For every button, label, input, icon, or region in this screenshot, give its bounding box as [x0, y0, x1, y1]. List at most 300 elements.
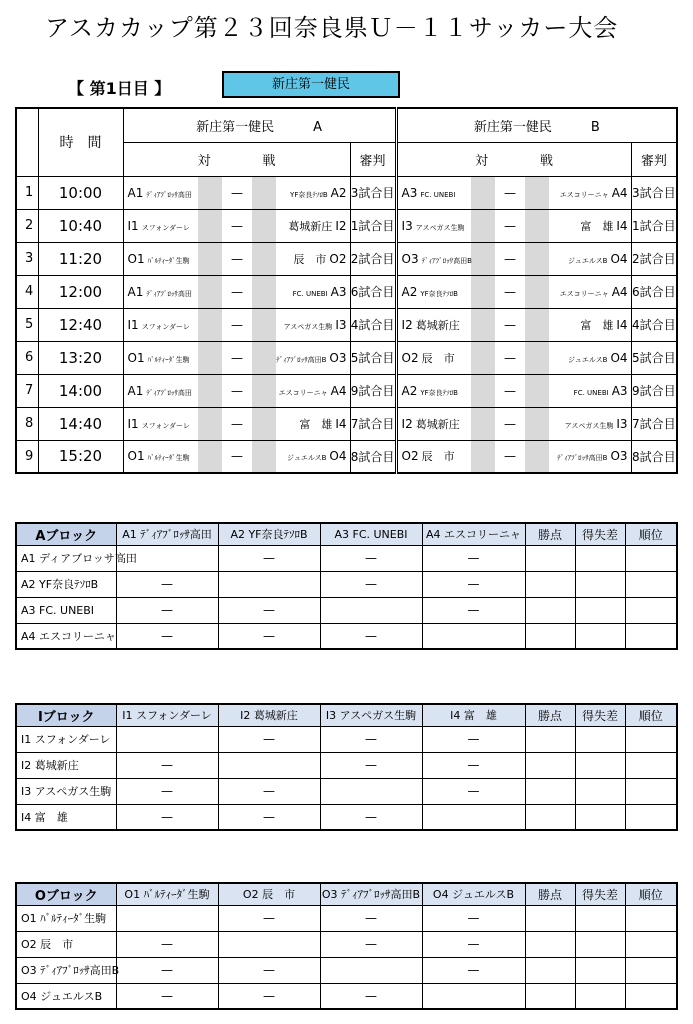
result-cell: — — [320, 545, 422, 571]
home-team-cell — [396, 440, 471, 473]
score-box-away — [252, 341, 276, 374]
corner-cell — [16, 108, 38, 176]
versus-dash: — — [222, 176, 252, 209]
score-box-away — [525, 176, 549, 209]
block-row — [16, 778, 677, 804]
block-row-team: O3 ﾃﾞｨｱﾌﾞﾛｯｻ高田B — [16, 957, 116, 983]
match-number: 5 — [16, 308, 38, 341]
stat-cell — [525, 571, 575, 597]
block-table-2 — [15, 703, 678, 831]
away-team-name: 辰 市 — [293, 252, 327, 266]
venue-label: 新庄第一健民 — [222, 71, 400, 98]
away-team-name: ジュエルスB — [286, 454, 327, 463]
block-table-3 — [15, 882, 678, 1010]
stat-cell — [575, 804, 625, 830]
away-team-cell — [549, 341, 631, 374]
result-cell: — — [116, 623, 218, 649]
home-team-code: I2 — [401, 416, 413, 431]
match-time: 10:40 — [38, 209, 123, 242]
home-team-name: 葛城新庄 — [415, 417, 460, 431]
away-team-name: ﾃﾞｨｱﾌﾞﾛｯｻ高田B — [557, 454, 608, 463]
block-row — [16, 752, 677, 778]
stat-cell — [575, 957, 625, 983]
result-cell: — — [218, 597, 320, 623]
away-team-name: ﾃﾞｨｱﾌﾞﾛｯｻ高田B — [276, 355, 327, 364]
away-team-cell — [276, 176, 350, 209]
home-team-name: スフォンダーレ — [141, 421, 190, 430]
stat-cell — [625, 983, 677, 1009]
block-column-stat: 得失差 — [575, 523, 625, 545]
block-row-team: A2 YF奈良ﾃｿﾛB — [16, 571, 116, 597]
away-team-code: O3 — [329, 350, 347, 365]
versus-dash: — — [222, 374, 252, 407]
home-team-code: O1 — [127, 350, 145, 365]
stat-cell — [575, 597, 625, 623]
match-time: 10:00 — [38, 176, 123, 209]
home-team-name: スフォンダーレ — [141, 223, 190, 232]
result-cell: — — [218, 778, 320, 804]
away-team-cell — [549, 209, 631, 242]
home-team-cell — [396, 242, 471, 275]
score-box-away — [525, 242, 549, 275]
result-cell: — — [116, 804, 218, 830]
time-header: 時 間 — [38, 108, 123, 176]
referee-assignment: 2試合目 — [350, 242, 396, 275]
score-box-home — [198, 242, 222, 275]
referee-assignment: 8試合目 — [350, 440, 396, 473]
away-team-name: 葛城新庄 — [288, 219, 333, 233]
score-box-away — [525, 440, 549, 473]
block-column-stat: 順位 — [625, 704, 677, 726]
versus-dash: — — [495, 440, 525, 473]
away-team-cell — [549, 440, 631, 473]
match-number: 2 — [16, 209, 38, 242]
home-team-code: A2 — [401, 284, 418, 299]
result-cell: — — [422, 905, 525, 931]
result-cell: — — [218, 983, 320, 1009]
home-team-cell — [396, 374, 471, 407]
away-team-code: A3 — [330, 284, 347, 299]
away-team-code: I4 — [335, 416, 347, 431]
block-column-team: O3 ﾃﾞｨｱﾌﾞﾛｯｻ高田B — [320, 883, 422, 905]
stat-cell — [525, 623, 575, 649]
home-team-cell — [123, 374, 198, 407]
away-team-name: ジュエルスB — [567, 256, 608, 265]
match-time: 14:00 — [38, 374, 123, 407]
block-row — [16, 905, 677, 931]
home-team-name: YF奈良ﾃｿﾛB — [420, 289, 458, 298]
block-header-row — [16, 704, 677, 726]
away-team-cell — [276, 308, 350, 341]
away-team-code: I3 — [616, 416, 628, 431]
versus-dash: — — [495, 407, 525, 440]
away-team-name: エスコリーニャ — [559, 289, 609, 298]
stat-cell — [525, 778, 575, 804]
stat-cell — [575, 623, 625, 649]
match-time: 15:20 — [38, 440, 123, 473]
home-team-name: ﾊﾞﾙﾃｨｰﾀﾞ生駒 — [147, 454, 190, 463]
result-cell: — — [320, 804, 422, 830]
block-column-team: A1 ﾃﾞｨｱﾌﾞﾛｯｻ高田 — [116, 523, 218, 545]
score-box-home — [471, 440, 495, 473]
match-number: 8 — [16, 407, 38, 440]
away-team-name: FC. UNEBI — [573, 388, 609, 397]
home-team-cell — [396, 176, 471, 209]
result-cell: — — [218, 623, 320, 649]
score-box-home — [198, 374, 222, 407]
versus-dash: — — [495, 242, 525, 275]
score-box-away — [252, 308, 276, 341]
away-team-name: 富 雄 — [299, 417, 333, 431]
page-title: アスカカップ第２３回奈良県Ｕ－１１サッカー大会 — [45, 14, 619, 42]
score-box-home — [198, 440, 222, 473]
away-team-code: A4 — [330, 383, 347, 398]
home-team-name: 葛城新庄 — [415, 318, 460, 332]
match-number: 4 — [16, 275, 38, 308]
away-team-cell — [549, 242, 631, 275]
block-column-stat: 得失差 — [575, 883, 625, 905]
stat-cell — [625, 597, 677, 623]
stat-cell — [575, 905, 625, 931]
ref-header-a: 審判 — [350, 142, 396, 176]
block-row — [16, 931, 677, 957]
away-team-name: 富 雄 — [580, 219, 614, 233]
result-cell: — — [320, 931, 422, 957]
self-match-cell — [116, 726, 218, 752]
stat-cell — [625, 571, 677, 597]
score-box-home — [471, 275, 495, 308]
match-number: 3 — [16, 242, 38, 275]
result-cell: — — [116, 957, 218, 983]
score-box-away — [252, 209, 276, 242]
stat-cell — [575, 752, 625, 778]
score-box-away — [252, 440, 276, 473]
stat-cell — [525, 983, 575, 1009]
referee-assignment: 5試合目 — [631, 341, 677, 374]
schedule-row — [16, 275, 677, 308]
block-column-stat: 得失差 — [575, 704, 625, 726]
result-cell: — — [422, 778, 525, 804]
match-time: 12:00 — [38, 275, 123, 308]
home-team-name: ﾃﾞｨｱﾌﾞﾛｯｻ高田 — [146, 190, 192, 199]
score-box-away — [525, 308, 549, 341]
result-cell: — — [320, 752, 422, 778]
home-team-name: ﾊﾞﾙﾃｨｰﾀﾞ生駒 — [147, 256, 190, 265]
stat-cell — [525, 957, 575, 983]
stat-cell — [525, 804, 575, 830]
result-cell: — — [320, 571, 422, 597]
home-team-name: アスペガス生駒 — [415, 223, 465, 232]
versus-dash: — — [495, 341, 525, 374]
block-row-team: O1 ﾊﾞﾙﾃｨｰﾀﾞ生駒 — [16, 905, 116, 931]
versus-dash: — — [222, 275, 252, 308]
away-team-code: O4 — [329, 449, 347, 464]
result-cell: — — [218, 804, 320, 830]
court-a-header: 新庄第一健民 A — [123, 108, 396, 142]
result-cell: — — [218, 726, 320, 752]
away-team-code: I4 — [616, 218, 628, 233]
score-box-away — [252, 407, 276, 440]
away-team-cell — [276, 209, 350, 242]
block-row — [16, 983, 677, 1009]
home-team-name: ﾃﾞｨｱﾌﾞﾛｯｻ高田 — [146, 388, 192, 397]
score-box-home — [471, 209, 495, 242]
block-name: Aブロック — [16, 523, 116, 545]
score-box-away — [525, 407, 549, 440]
stat-cell — [525, 545, 575, 571]
block-column-team: I4 富 雄 — [422, 704, 525, 726]
referee-assignment: 1試合目 — [631, 209, 677, 242]
match-time: 12:40 — [38, 308, 123, 341]
score-box-home — [471, 176, 495, 209]
match-time: 14:40 — [38, 407, 123, 440]
home-team-cell — [396, 209, 471, 242]
home-team-name: ﾃﾞｨｱﾌﾞﾛｯｻ高田B — [421, 256, 472, 265]
self-match-cell — [320, 597, 422, 623]
match-number: 7 — [16, 374, 38, 407]
block-row-team: O2 辰 市 — [16, 931, 116, 957]
result-cell: — — [218, 905, 320, 931]
self-match-cell — [320, 957, 422, 983]
stat-cell — [575, 571, 625, 597]
stat-cell — [525, 597, 575, 623]
home-team-cell — [123, 242, 198, 275]
schedule-table — [15, 107, 678, 474]
away-team-code: I2 — [335, 218, 347, 233]
court-b-header: 新庄第一健民 B — [396, 108, 677, 142]
home-team-code: I3 — [401, 218, 413, 233]
referee-assignment: 5試合目 — [350, 341, 396, 374]
referee-assignment: 1試合目 — [350, 209, 396, 242]
referee-assignment: 4試合目 — [631, 308, 677, 341]
self-match-cell — [218, 571, 320, 597]
self-match-cell — [116, 905, 218, 931]
schedule-row — [16, 407, 677, 440]
score-box-home — [471, 242, 495, 275]
versus-dash: — — [222, 209, 252, 242]
result-cell: — — [116, 931, 218, 957]
block-column-team: I2 葛城新庄 — [218, 704, 320, 726]
block-column-stat: 勝点 — [525, 883, 575, 905]
home-team-code: O2 — [401, 449, 419, 464]
home-team-code: A1 — [127, 185, 144, 200]
away-team-name: エスコリーニャ — [559, 190, 609, 199]
stat-cell — [625, 804, 677, 830]
away-team-code: O4 — [610, 251, 628, 266]
match-number: 6 — [16, 341, 38, 374]
away-team-cell — [549, 275, 631, 308]
home-team-name: ﾊﾞﾙﾃｨｰﾀﾞ生駒 — [147, 355, 190, 364]
block-row — [16, 545, 677, 571]
away-team-cell — [549, 374, 631, 407]
score-box-home — [198, 407, 222, 440]
result-cell: — — [116, 752, 218, 778]
score-box-away — [252, 176, 276, 209]
home-team-cell — [396, 275, 471, 308]
block-row — [16, 597, 677, 623]
score-box-home — [471, 341, 495, 374]
versus-dash: — — [495, 308, 525, 341]
schedule-row — [16, 176, 677, 209]
result-cell: — — [422, 957, 525, 983]
self-match-cell — [218, 752, 320, 778]
ref-header-b: 審判 — [631, 142, 677, 176]
block-column-team: A2 YF奈良ﾃｿﾛB — [218, 523, 320, 545]
versus-dash: — — [495, 209, 525, 242]
result-cell: — — [116, 571, 218, 597]
result-cell: — — [320, 905, 422, 931]
block-column-stat: 順位 — [625, 523, 677, 545]
home-team-cell — [123, 341, 198, 374]
score-box-home — [471, 308, 495, 341]
referee-assignment: 6試合目 — [350, 275, 396, 308]
match-number: 9 — [16, 440, 38, 473]
result-cell: — — [422, 726, 525, 752]
away-team-code: O3 — [610, 449, 628, 464]
home-team-cell — [123, 176, 198, 209]
home-team-code: O2 — [401, 350, 419, 365]
home-team-cell — [396, 341, 471, 374]
block-row-team: A1 ディアブロッサ高田 — [16, 545, 116, 571]
result-cell: — — [422, 545, 525, 571]
score-box-home — [198, 176, 222, 209]
away-team-cell — [276, 242, 350, 275]
self-match-cell — [320, 778, 422, 804]
referee-assignment: 9試合目 — [350, 374, 396, 407]
block-column-stat: 勝点 — [525, 523, 575, 545]
stat-cell — [525, 905, 575, 931]
stat-cell — [625, 545, 677, 571]
match-time: 11:20 — [38, 242, 123, 275]
away-team-cell — [549, 308, 631, 341]
self-match-cell — [422, 983, 525, 1009]
away-team-code: A4 — [611, 284, 628, 299]
referee-assignment: 8試合目 — [631, 440, 677, 473]
block-row-team: I2 葛城新庄 — [16, 752, 116, 778]
block-name: Oブロック — [16, 883, 116, 905]
stat-cell — [525, 752, 575, 778]
stat-cell — [575, 931, 625, 957]
block-column-team: O2 辰 市 — [218, 883, 320, 905]
block-header-row — [16, 523, 677, 545]
home-team-name: YF奈良ﾃｿﾛB — [420, 388, 458, 397]
away-team-name: アスペガス生駒 — [283, 322, 333, 331]
away-team-name: YF奈良ﾃｿﾛB — [290, 190, 328, 199]
referee-assignment: 3試合目 — [631, 176, 677, 209]
away-team-name: アスペガス生駒 — [564, 421, 614, 430]
referee-assignment: 9試合目 — [631, 374, 677, 407]
referee-assignment: 2試合目 — [631, 242, 677, 275]
block-row-team: A3 FC. UNEBI — [16, 597, 116, 623]
home-team-code: O1 — [127, 449, 145, 464]
block-row — [16, 571, 677, 597]
away-team-name: 富 雄 — [580, 318, 614, 332]
score-box-away — [525, 341, 549, 374]
referee-assignment: 7試合目 — [631, 407, 677, 440]
versus-dash: — — [222, 440, 252, 473]
away-team-cell — [276, 275, 350, 308]
stat-cell — [525, 931, 575, 957]
away-team-name: FC. UNEBI — [292, 289, 328, 298]
block-column-stat: 勝点 — [525, 704, 575, 726]
referee-assignment: 3試合目 — [350, 176, 396, 209]
block-row — [16, 623, 677, 649]
referee-assignment: 7試合目 — [350, 407, 396, 440]
block-name: Iブロック — [16, 704, 116, 726]
block-column-team: A3 FC. UNEBI — [320, 523, 422, 545]
score-box-away — [525, 374, 549, 407]
score-box-home — [471, 374, 495, 407]
score-box-away — [525, 275, 549, 308]
block-column-team: O1 ﾊﾞﾙﾃｨｰﾀﾞ生駒 — [116, 883, 218, 905]
away-team-code: O4 — [610, 350, 628, 365]
vs-header-b: 対 戦 — [396, 142, 631, 176]
home-team-code: I1 — [127, 218, 139, 233]
result-cell: — — [422, 571, 525, 597]
result-cell: — — [116, 983, 218, 1009]
stat-cell — [625, 957, 677, 983]
versus-dash: — — [495, 176, 525, 209]
score-box-home — [198, 275, 222, 308]
vs-header-a: 対 戦 — [123, 142, 350, 176]
home-team-cell — [396, 308, 471, 341]
result-cell: — — [422, 597, 525, 623]
result-cell: — — [116, 778, 218, 804]
match-number: 1 — [16, 176, 38, 209]
away-team-cell — [276, 341, 350, 374]
block-table-1 — [15, 522, 678, 650]
versus-dash: — — [495, 275, 525, 308]
result-cell: — — [422, 931, 525, 957]
self-match-cell — [218, 931, 320, 957]
block-row-team: O4 ジュエルスB — [16, 983, 116, 1009]
away-team-code: A3 — [611, 383, 628, 398]
score-box-home — [471, 407, 495, 440]
self-match-cell — [422, 804, 525, 830]
stat-cell — [575, 726, 625, 752]
schedule-row — [16, 374, 677, 407]
home-team-cell — [123, 407, 198, 440]
versus-dash: — — [222, 341, 252, 374]
block-row-team: A4 エスコリーニャ — [16, 623, 116, 649]
versus-dash: — — [495, 374, 525, 407]
stat-cell — [575, 778, 625, 804]
home-team-code: A2 — [401, 383, 418, 398]
referee-assignment: 4試合目 — [350, 308, 396, 341]
away-team-code: O2 — [329, 251, 347, 266]
stat-cell — [625, 752, 677, 778]
block-column-team: O4 ジュエルスB — [422, 883, 525, 905]
stat-cell — [625, 623, 677, 649]
score-box-home — [198, 209, 222, 242]
schedule-row — [16, 440, 677, 473]
score-box-home — [198, 341, 222, 374]
versus-dash: — — [222, 308, 252, 341]
result-cell: — — [218, 545, 320, 571]
stat-cell — [525, 726, 575, 752]
away-team-cell — [276, 407, 350, 440]
block-row-team: I3 アスペガス生駒 — [16, 778, 116, 804]
score-box-away — [525, 209, 549, 242]
block-column-team: I3 アスペガス生駒 — [320, 704, 422, 726]
score-box-away — [252, 242, 276, 275]
away-team-code: A2 — [330, 185, 347, 200]
block-column-team: A4 エスコリーニャ — [422, 523, 525, 545]
home-team-cell — [123, 275, 198, 308]
away-team-name: エスコリーニャ — [278, 388, 328, 397]
away-team-code: I3 — [335, 317, 347, 332]
block-row-team: I4 富 雄 — [16, 804, 116, 830]
